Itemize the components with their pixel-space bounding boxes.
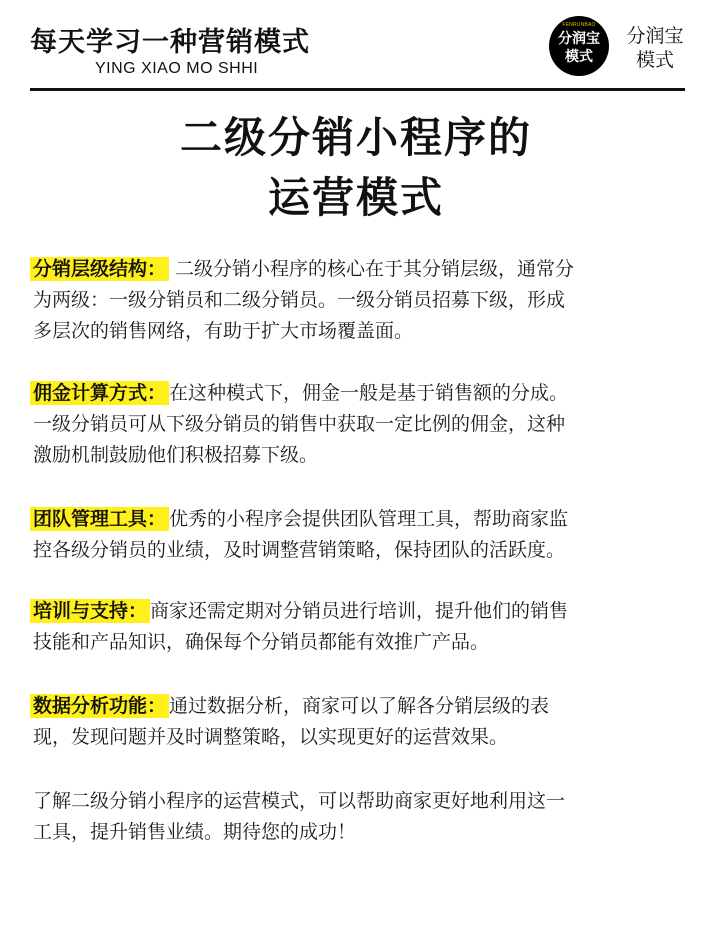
section-line: 现，发现问题并及时调整策略，以实现更好的运营效果。 (33, 726, 509, 748)
section-line: 控各级分销员的业绩，及时调整营销策略，保持团队的活跃度。 (33, 539, 566, 561)
section-team-tools (33, 504, 653, 566)
page-title (0, 108, 712, 228)
section-label: 团队管理工具： (30, 507, 169, 531)
section-training (33, 596, 653, 658)
section-line: 激励机制鼓励他们积极招募下级。 (33, 444, 319, 466)
brand-logo-badge (549, 16, 609, 76)
conclusion-line: 工具，提升销售业绩。期待您的成功！ (33, 821, 357, 843)
section-label: 佣金计算方式： (30, 381, 169, 405)
section-line: 为两级：一级分销员和二级分销员。一级分销员招募下级，形成 (33, 289, 566, 311)
page-header (0, 0, 712, 90)
section-data-analysis (33, 691, 653, 753)
brand-name-line-1: 分润宝 (626, 25, 684, 47)
section-line: 技能和产品知识，确保每个分销员都能有效推广产品。 (33, 631, 490, 653)
header-title: 每天学习一种营销模式 (30, 27, 310, 58)
section-line (33, 378, 653, 409)
section-text: 商家还需定期对分销员进行培训，提升他们的销售 (150, 600, 569, 622)
section-text: 通过数据分析，商家可以了解各分销层级的表 (169, 695, 550, 717)
section-line: 多层次的销售网络，有助于扩大市场覆盖面。 (33, 320, 414, 342)
header-subtitle: YING XIAO MO SHHI (95, 60, 259, 77)
section-label: 分销层级结构： (30, 257, 169, 281)
page-title-line-1: 二级分销小程序的 (179, 113, 532, 162)
badge-small-text: FENRUNBAO (562, 22, 596, 28)
header-divider (30, 88, 685, 91)
section-text: 优秀的小程序会提供团队管理工具，帮助商家监 (169, 508, 569, 530)
section-line (33, 691, 653, 722)
section-commission (33, 378, 653, 471)
section-text: 二级分销小程序的核心在于其分销层级，通常分 (169, 258, 575, 280)
section-line (33, 254, 653, 285)
badge-line-1: 分润宝 (558, 31, 600, 47)
badge-line-2: 模式 (565, 49, 593, 65)
section-line: 一级分销员可从下级分销员的销售中获取一定比例的佣金，这种 (33, 413, 566, 435)
conclusion-paragraph (33, 786, 653, 848)
section-text: 在这种模式下，佣金一般是基于销售额的分成。 (169, 382, 569, 404)
section-label: 培训与支持： (30, 599, 150, 623)
section-line (33, 596, 653, 627)
section-hierarchy (33, 254, 653, 347)
section-line (33, 504, 653, 535)
brand-name-line-2: 模式 (635, 49, 674, 71)
page-title-line-2: 运营模式 (267, 173, 444, 222)
conclusion-line: 了解二级分销小程序的运营模式，可以帮助商家更好地利用这一 (33, 790, 566, 812)
brand-name (620, 24, 690, 72)
section-label: 数据分析功能： (30, 694, 169, 718)
